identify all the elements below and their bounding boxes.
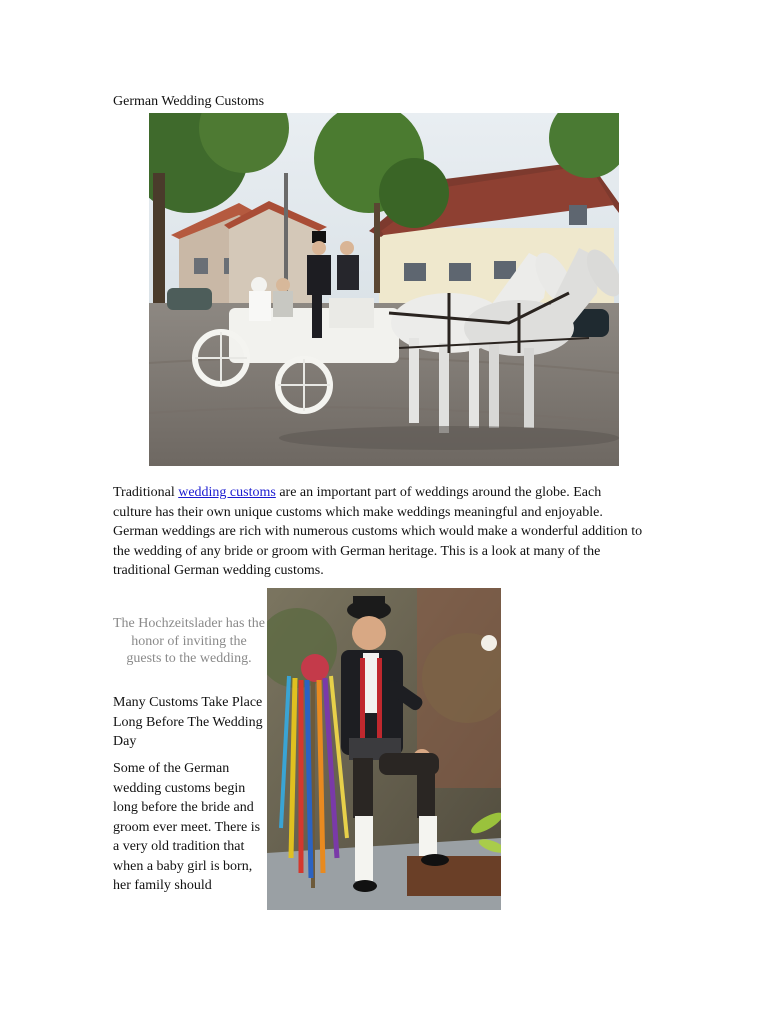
intro-paragraph xyxy=(113,483,643,581)
wedding-customs-link[interactable]: wedding customs xyxy=(178,485,276,500)
section-body-text: Some of the German wedding customs begin long before the bride and groom ever meet. There is a very old tradition that when a baby girl is born, her family should xyxy=(113,761,261,893)
photo-caption: The Hochzeitslader has the honor of inviting the guests to the wedding. xyxy=(113,616,265,666)
intro-text-after-link: are an important part of weddings around the globe. Each culture has their own unique customs which make weddings meaningful and enjoyable. German weddings are rich with numerous customs which would make a wonderful addition to the wedding of any bride or groom with German heritage. This is a look at many of the traditional German wedding customs. xyxy=(113,485,643,578)
section-subheading: Many Customs Take Place Long Before The Wedding Day xyxy=(113,695,263,749)
hochzeitslader-photo xyxy=(267,588,501,910)
wedding-carriage-photo xyxy=(149,113,619,466)
intro-text-before-link: Traditional xyxy=(113,485,179,500)
document-title: German Wedding Customs xyxy=(113,94,265,109)
